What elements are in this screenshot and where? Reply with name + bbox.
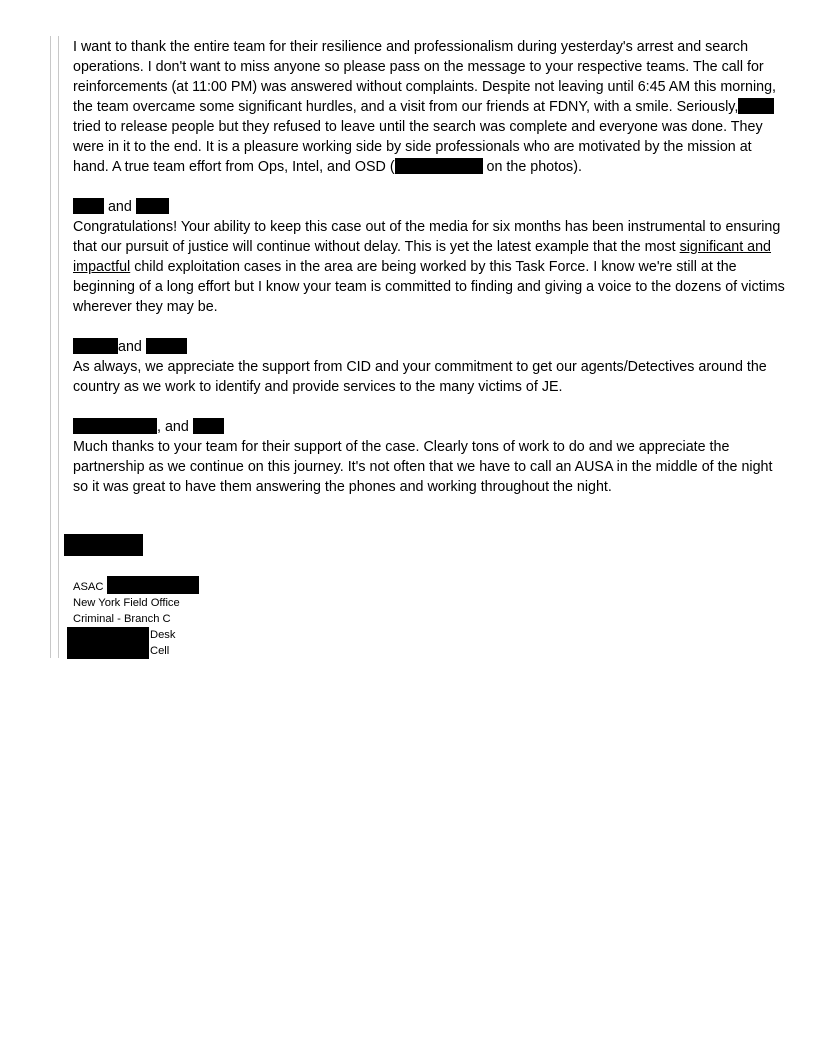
paragraph-1-text: I want to thank the entire team for their resilience and professionalism during yesterday's arrest and search operations. I don't want to miss anyone so please pass on the message to your respective teams. The call for reinforcements (at 11:00 PM) was answered without complaints. Despite not leaving until 6:45 AM this morning, the team overcame some significant hurdles, and a visit from our friends at FDNY, with a smile. Seriously, [73,39,777,115]
redaction [64,534,143,556]
signature-block [73,576,199,659]
paragraph-4: Much thanks to your team for their support of the case. Clearly tons of work to do and we appreciate the partnership as we continue on this journey. It's not often that we have to call an AUSA in the middle of the night so it was great to have them answering the phones and working throughout the night. [73,439,773,495]
email-body [73,37,785,497]
signature-branch: Criminal - Branch C [73,613,171,625]
desk-label: Desk [150,629,176,641]
redaction [107,576,199,594]
quote-bar [58,36,59,658]
recipients-line [73,417,785,437]
paragraph-1-text: tried to release people but they refused to leave until the search was complete and everyone was done. They were in it to the end. It is a pleasure working side by side professionals who are motivated by the mission at hand. A true team effort from Ops, Intel, and OSD ( [73,119,763,175]
signature-office: New York Field Office [73,597,180,609]
and-text: and [107,199,132,215]
recipients-line [73,337,785,357]
cell-phone-row [73,643,199,659]
underlined-text: significant and impactful [73,239,772,275]
signature-title-line [73,576,199,595]
redaction [136,198,169,214]
paragraph-3: As always, we appreciate the support from CID and your commitment to get our agents/Detectives around the country as we work to identify and provide services to the many victims of JE. [73,359,767,395]
desk-phone-row [73,627,199,643]
cell-label: Cell [150,645,170,657]
redaction [146,338,187,354]
redaction [193,418,224,434]
paragraph-2: Congratulations! Your ability to keep this case out of the media for six months has been instrumental to ensuring that our pursuit of justice will continue without delay. This is yet the latest example that the most significant and impactful child exploitation cases in the area are being worked by this Task Force. I know we're still at the beginning of a long effort but I know your team is committed to finding and giving a voice to the dozens of victims wherever they may be. [73,219,785,315]
and-text: , and [157,419,189,435]
redaction [73,198,104,214]
paragraph-1 [73,37,785,177]
paragraph-1-text: on the photos). [482,159,582,175]
redaction [738,98,774,114]
redaction [73,338,118,354]
redaction [73,418,157,434]
and-text: and [118,339,142,355]
recipients-line [73,197,785,217]
redaction [395,158,483,174]
signature-name-redaction [64,534,143,556]
quote-bar [50,36,51,658]
signature-title: ASAC [73,581,104,593]
